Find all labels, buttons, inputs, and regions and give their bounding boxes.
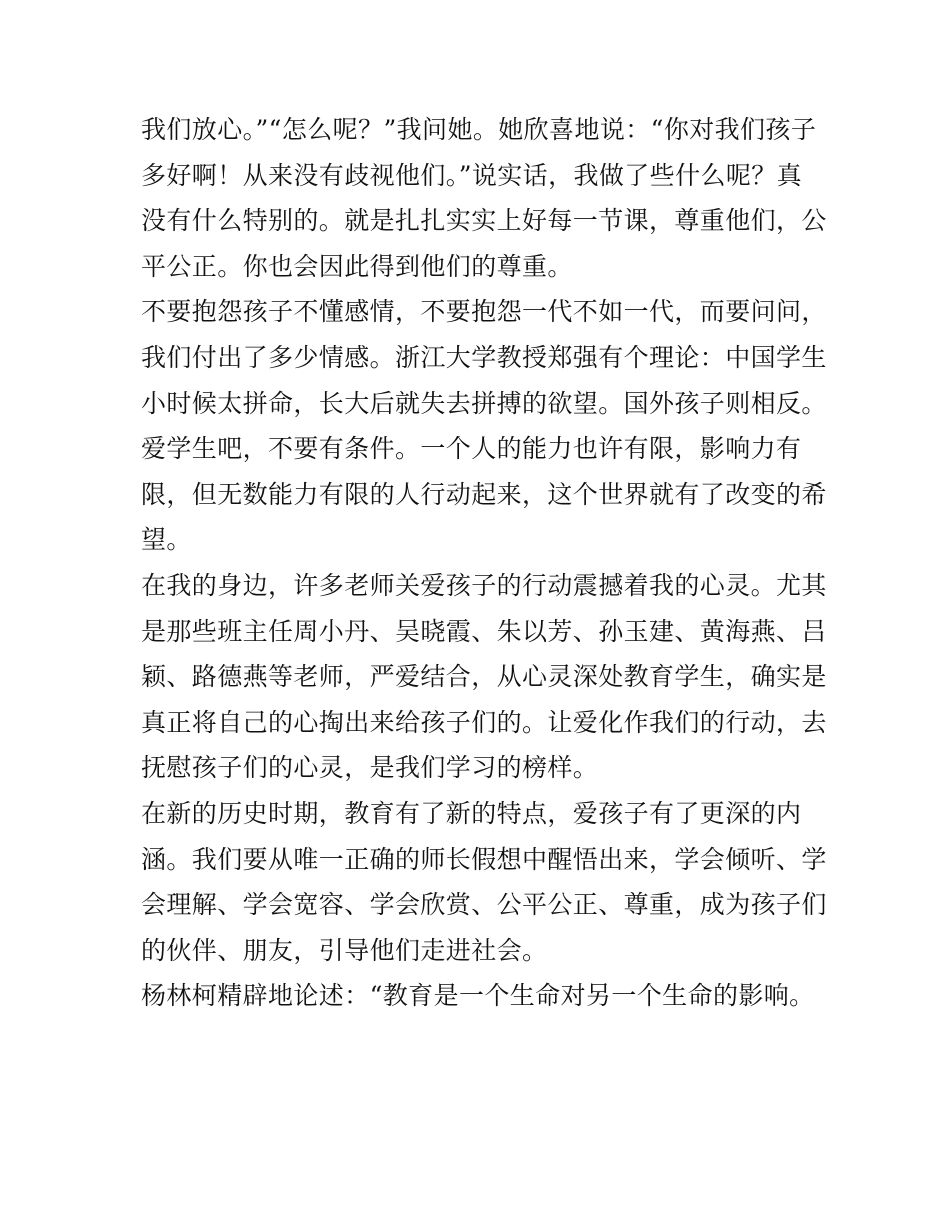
text-line: 限，但无数能力有限的人行动起来，这个世界就有了改变的希: [141, 479, 827, 509]
text-line: 我们放心。”“怎么呢？”我问她。她欣喜地说：“你对我们孩子: [141, 115, 817, 144]
text-line: 望。: [141, 525, 192, 555]
text-line: 的伙伴、朋友，引导他们走进社会。: [141, 935, 548, 965]
text-line: 小时候太拼命，长大后就失去拼搏的欲望。国外孩子则相反。: [141, 388, 827, 418]
document-body: [141, 107, 827, 1019]
text-line: 爱学生吧，不要有条件。一个人的能力也许有限，影响力有: [141, 434, 802, 464]
text-line: 多好啊！从来没有歧视他们。”说实话，我做了些什么呢？真: [141, 160, 803, 190]
text-line: 在我的身边，许多老师关爱孩子的行动震撼着我的心灵。尤其: [141, 570, 827, 600]
text-line: 在新的历史时期，教育有了新的特点，爱孩子有了更深的内: [141, 798, 802, 828]
text-line: 不要抱怨孩子不懂感情，不要抱怨一代不如一代，而要问问，: [141, 297, 827, 327]
text-line: 涵。我们要从唯一正确的师长假想中醒悟出来，学会倾听、学: [141, 844, 827, 874]
text-line: 我们付出了多少情感。浙江大学教授郑强有个理论：中国学生: [141, 342, 827, 372]
text-line: 是那些班主任周小丹、吴晓霞、朱以芳、孙玉建、黄海燕、吕: [141, 616, 827, 646]
text-line: 平公正。你也会因此得到他们的尊重。: [141, 251, 573, 281]
text-line: 杨林柯精辟地论述：“教育是一个生命对另一个生命的影响。: [141, 981, 815, 1011]
text-line: 颖、路德燕等老师，严爱结合，从心灵深处教育学生，确实是: [141, 662, 827, 692]
text-line: 抚慰孩子们的心灵，是我们学习的榜样。: [141, 753, 599, 783]
text-line: 没有什么特别的。就是扎扎实实上好每一节课，尊重他们，公: [141, 206, 827, 236]
text-line: 真正将自己的心掏出来给孩子们的。让爱化作我们的行动，去: [141, 707, 827, 737]
text-line: 会理解、学会宽容、学会欣赏、公平公正、尊重，成为孩子们: [141, 890, 827, 920]
